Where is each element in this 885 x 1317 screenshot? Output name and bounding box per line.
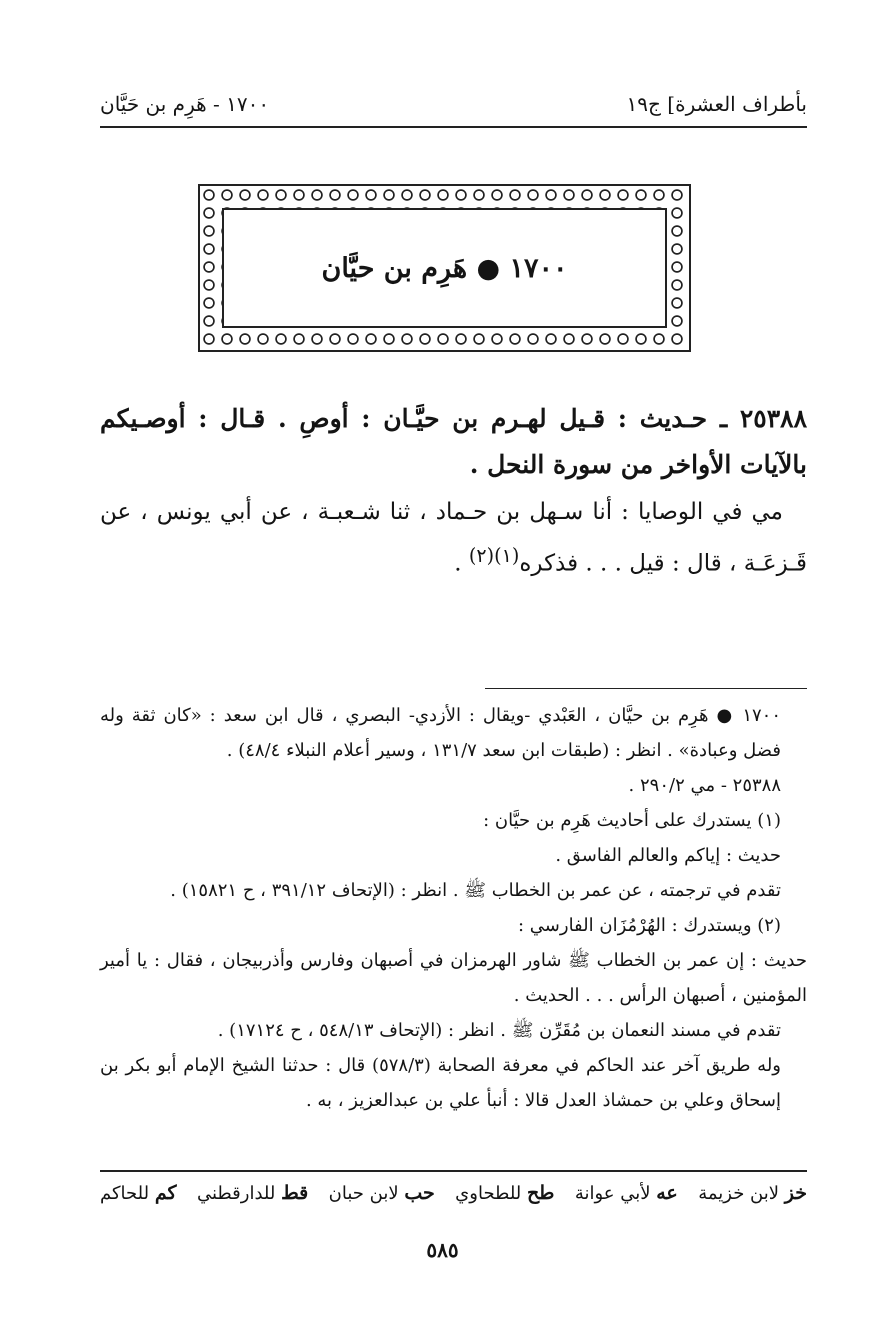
footnote-1: (١) يستدرك على أحاديث هَرِم بن حيَّان : bbox=[483, 810, 781, 831]
abbrev-item: طح للطحاوي bbox=[455, 1182, 555, 1204]
source-paragraph bbox=[100, 490, 807, 586]
footnote-1700: ١٧٠٠ ● هَرِم بن حيَّان ، العَبْدي -ويقال : الأزدي- البصري ، قال ابن سعد : «كان ثقة وله فضل وعبادة» . انظر : (طبقات ابن سعد ١٣١/٧ ، وسير أعلام النبلاء ٤٨/٤) . bbox=[100, 705, 781, 761]
running-header bbox=[100, 80, 807, 116]
footnote-refs: (١)(٢) bbox=[468, 544, 520, 567]
section-title: ١٧٠٠ ● هَرِم بن حيَّان bbox=[321, 252, 568, 284]
footnote-2-hadith: حديث : إن عمر بن الخطاب ﷺ شاور الهرمزان في أصبهان وفارس وأذربيجان ، فقال : يا أمير المؤمنين ، أصبهان الرأس . . . الحديث . bbox=[100, 950, 807, 1006]
footnote-2-ref: تقدم في مسند النعمان بن مُقَرِّن ﷺ . انظر : (الإتحاف ٥٤٨/١٣ ، ح ١٧١٢٤) . bbox=[217, 1020, 781, 1041]
abbreviations-rule bbox=[100, 1170, 807, 1172]
header-book-title: بأطراف العشرة] ج١٩ bbox=[626, 92, 807, 116]
header-rule bbox=[100, 126, 807, 128]
footnote-1-ref: تقدم في ترجمته ، عن عمر بن الخطاب ﷺ . انظر : (الإتحاف ٣٩١/١٢ ، ح ١٥٨٢١) . bbox=[170, 880, 781, 901]
ornamental-frame bbox=[198, 184, 691, 352]
source-end: . bbox=[454, 550, 469, 577]
footnote-separator bbox=[485, 688, 807, 689]
header-section-title: ١٧٠٠ - هَرِم بن حَيَّان bbox=[100, 92, 270, 116]
abbreviations-key bbox=[100, 1182, 807, 1204]
abbrev-item: قط للدارقطني bbox=[196, 1182, 309, 1204]
footnotes bbox=[100, 698, 807, 1118]
hadith-heading: ٢٥٣٨٨ ـ حـديث : قـيل لهـرم بن حيَّـان : أوصِ . قـال : أوصـيكم بالآيات الأواخر من سورة النحل . bbox=[100, 404, 807, 479]
source-line: مي في الوصايا : أنا سـهل بن حـماد ، ثنا شـعبـة ، عن أبي يونس ، عن قَـزعَـة ، قال : قيل . . . فذكره bbox=[100, 499, 807, 577]
main-text bbox=[100, 396, 807, 586]
abbrev-item: عه لأبي عوانة bbox=[574, 1182, 678, 1204]
footnote-25388: ٢٥٣٨٨ - مي ٢٩٠/٢ . bbox=[628, 775, 781, 796]
abbrev-item: خز لابن خزيمة bbox=[698, 1182, 807, 1204]
frame-inner-box bbox=[222, 208, 667, 328]
abbrev-item: كم للحاكم bbox=[100, 1182, 177, 1204]
footnote-1-hadith: حديث : إياكم والعالم الفاسق . bbox=[555, 845, 781, 866]
abbrev-item: حب لابن حبان bbox=[328, 1182, 435, 1204]
page-number: ٥٨٥ bbox=[426, 1238, 459, 1262]
footnote-2-extra: وله طريق آخر عند الحاكم في معرفة الصحابة (٥٧٨/٣) قال : حدثنا الشيخ الإمام أبو بكر بن إسحاق وعلي بن حمشاذ العدل قالا : أنبأ علي بن عبدالعزيز ، به . bbox=[100, 1055, 782, 1111]
footnote-2: (٢) ويستدرك : الهُرْمُزَان الفارسي : bbox=[518, 915, 781, 936]
